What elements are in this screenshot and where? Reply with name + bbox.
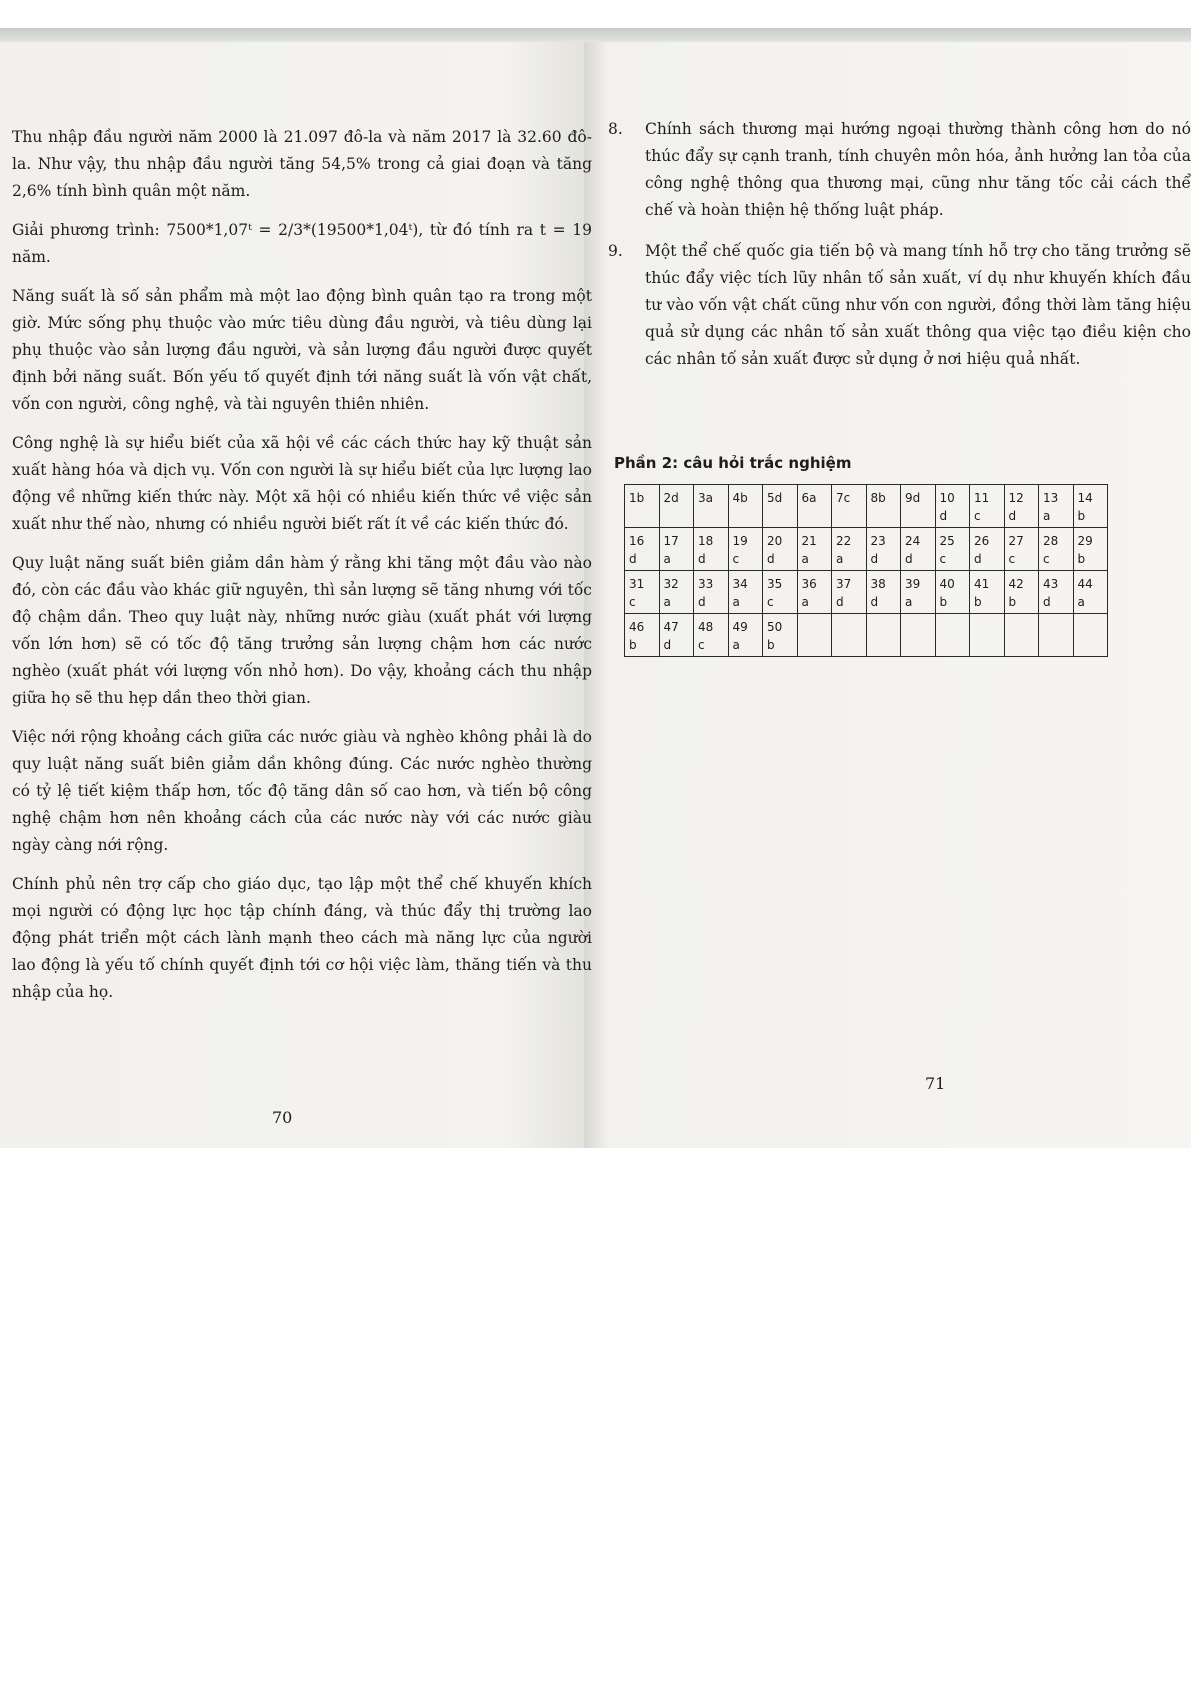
answer-letter: a: [732, 595, 740, 609]
answer-letter: [940, 637, 966, 653]
answer-letter: d: [1008, 509, 1017, 523]
paragraph: Việc nới rộng khoảng cách giữa các nước giàu và nghèo không phải là do quy luật năng suất biên giảm dần không đúng. Các nước nghèo thường có tỷ lệ tiết kiệm thấp hơn, tốc độ tăng dân số cao hơn, và tiến bộ công nghệ chậm hơn nên khoảng cách của các nước này với các nước giàu ngày càng nới rộng.: [12, 728, 592, 854]
answer-cell: [728, 571, 763, 614]
answer-letter: [698, 508, 724, 524]
question-label: 16: [629, 534, 645, 548]
question-label: 19: [732, 534, 748, 548]
section-title: Phần 2: câu hỏi trắc nghiệm: [614, 454, 852, 472]
answer-cell: [694, 528, 729, 571]
question-label: [974, 617, 1000, 637]
question-label: 31: [629, 577, 645, 591]
question-label: [836, 617, 862, 637]
question-label: 37: [836, 577, 852, 591]
answer-letter: [905, 637, 931, 653]
answer-cell: [694, 485, 729, 528]
left-page-text: [12, 124, 592, 1018]
answer-letter: [767, 508, 793, 524]
question-label: 18: [698, 534, 714, 548]
answer-cell: [935, 571, 970, 614]
question-label: [940, 617, 966, 637]
answer-letter: d: [663, 638, 672, 652]
answer-cell: [935, 485, 970, 528]
question-label: 29: [1077, 534, 1093, 548]
answer-letter: [733, 508, 759, 524]
answer-letter: a: [801, 552, 809, 566]
question-label: 33: [698, 577, 714, 591]
item-text: Một thể chế quốc gia tiến bộ và mang tính hỗ trợ cho tăng trưởng sẽ thúc đẩy việc tích lũy nhân tố sản xuất, ví dụ như khuyến khích đầu tư vào vốn vật chất cũng như vốn con người, đồng thời làm tăng hiệu quả sử dụng các nhân tố sản xuất thông qua việc tạo điều kiện cho các nhân tố sản xuất được sử dụng ở nơi hiệu quả nhất.: [645, 242, 1191, 368]
question-label: 23: [870, 534, 886, 548]
answer-cell: [625, 571, 660, 614]
answer-cell: [1039, 614, 1074, 657]
question-label: 17: [663, 534, 679, 548]
answer-letter: [871, 637, 897, 653]
question-label: 26: [974, 534, 990, 548]
question-label: 22: [836, 534, 852, 548]
question-label: 11: [974, 491, 990, 505]
question-label: 13: [1043, 491, 1059, 505]
answer-cell: [1073, 528, 1108, 571]
answer-letter: c: [767, 595, 774, 609]
answer-letter: [629, 508, 655, 524]
answer-letter: a: [801, 595, 809, 609]
answer-cell: [935, 614, 970, 657]
question-label: 39: [905, 577, 921, 591]
answer-letter: a: [905, 595, 913, 609]
question-label: 1b: [629, 491, 645, 505]
answer-letter: c: [1043, 552, 1050, 566]
answer-cell: [625, 528, 660, 571]
answer-letter: a: [663, 595, 671, 609]
question-label: 48: [698, 620, 714, 634]
answer-cell: [901, 485, 936, 528]
answer-letter: d: [905, 552, 913, 566]
book-spread: [0, 28, 1191, 1148]
answer-letter: b: [629, 638, 637, 652]
answer-cell: [1073, 485, 1108, 528]
answer-cell: [970, 571, 1005, 614]
answer-cell: [659, 528, 694, 571]
paragraph: Quy luật năng suất biên giảm dần hàm ý rằng khi tăng một đầu vào nào đó, còn các đầu vào khác giữ nguyên, thì sản lượng sẽ tăng nhưng với tốc độ chậm dần. Theo quy luật này, những nước giàu (xuất phát với lượng vốn lớn hơn) sẽ có tốc độ tăng trưởng sản lượng chậm hơn các nước nghèo (xuất phát với lượng vốn nhỏ hơn). Do vậy, khoảng cách thu nhập giữa họ sẽ thu hẹp dần theo thời gian.: [12, 554, 592, 707]
answer-cell: [866, 485, 901, 528]
answer-cell: [763, 528, 798, 571]
question-label: 41: [974, 577, 990, 591]
answer-table: [624, 484, 1108, 657]
question-label: 42: [1008, 577, 1024, 591]
answer-cell: [901, 528, 936, 571]
question-label: 47: [663, 620, 679, 634]
answer-letter: b: [974, 595, 982, 609]
right-page-number: 71: [925, 1074, 946, 1093]
numbered-item: [608, 238, 1191, 373]
question-label: [802, 617, 828, 637]
question-label: 24: [905, 534, 921, 548]
answer-cell: [1073, 614, 1108, 657]
question-label: 5d: [767, 491, 783, 505]
table-row: [625, 571, 1108, 614]
answer-cell: [970, 528, 1005, 571]
table-row: [625, 528, 1108, 571]
question-label: 21: [801, 534, 817, 548]
question-label: [871, 617, 897, 637]
question-label: 6a: [801, 491, 817, 505]
answer-letter: [836, 637, 862, 653]
answer-letter: [1009, 637, 1035, 653]
question-label: 32: [663, 577, 679, 591]
answer-cell: [763, 485, 798, 528]
answer-letter: d: [870, 595, 879, 609]
answer-letter: b: [939, 595, 948, 609]
question-label: 36: [801, 577, 817, 591]
answer-letter: [1078, 637, 1104, 653]
question-label: 50: [767, 620, 783, 634]
question-label: 2d: [663, 491, 679, 505]
item-text: Chính sách thương mại hướng ngoại thường thành công hơn do nó thúc đẩy sự cạnh tranh, tính chuyên môn hóa, ảnh hưởng lan tỏa của công nghệ thông qua thương mại, cũng như tăng tốc cải cách thể chế và hoàn thiện hệ thống luật pháp.: [645, 120, 1191, 219]
answer-cell: [797, 614, 832, 657]
answer-cell: [797, 528, 832, 571]
question-label: 49: [732, 620, 748, 634]
answer-cell: [659, 571, 694, 614]
question-label: [1043, 617, 1069, 637]
paragraph: Năng suất là số sản phẩm mà một lao động bình quân tạo ra trong một giờ. Mức sống phụ thuộc vào mức tiêu dùng đầu người, và tiêu dùng lại phụ thuộc vào sản lượng đầu người, và sản lượng đầu người được quyết định bởi năng suất. Bốn yếu tố quyết định tới năng suất là vốn vật chất, vốn con người, công nghệ, và tài nguyên thiên nhiên.: [12, 287, 592, 413]
answer-letter: b: [1077, 509, 1086, 523]
paragraph: Thu nhập đầu người năm 2000 là 21.097 đô-la và năm 2017 là 32.60 đô-la. Như vậy, thu nhập đầu người tăng 54,5% trong cả giai đoạn và tăng 2,6% tính bình quân một năm.: [12, 128, 592, 200]
answer-letter: b: [1077, 552, 1086, 566]
answer-letter: d: [836, 595, 844, 609]
item-number: 9.: [608, 242, 623, 260]
answer-cell: [694, 571, 729, 614]
answer-cell: [797, 571, 832, 614]
answer-cell: [728, 614, 763, 657]
answer-letter: d: [767, 552, 775, 566]
answer-letter: d: [629, 552, 637, 566]
answer-cell: [1004, 485, 1039, 528]
question-label: 4b: [732, 491, 748, 505]
answer-letter: b: [767, 638, 775, 652]
answer-letter: a: [1077, 595, 1085, 609]
answer-cell: [832, 614, 867, 657]
answer-cell: [1004, 614, 1039, 657]
answer-cell: [1039, 485, 1074, 528]
answer-letter: c: [698, 638, 705, 652]
answer-letter: [905, 508, 931, 524]
answer-letter: c: [732, 552, 740, 566]
question-label: 34: [732, 577, 748, 591]
answer-letter: a: [836, 552, 844, 566]
answer-cell: [797, 485, 832, 528]
answer-cell: [1073, 571, 1108, 614]
answer-letter: c: [629, 595, 636, 609]
question-label: 10: [939, 491, 955, 505]
answer-cell: [1039, 571, 1074, 614]
question-label: 27: [1008, 534, 1024, 548]
answer-letter: [836, 508, 862, 524]
question-label: 25: [939, 534, 955, 548]
question-label: 14: [1077, 491, 1093, 505]
right-page-text: [608, 116, 1191, 387]
question-label: [1009, 617, 1035, 637]
answer-cell: [625, 614, 660, 657]
question-label: 35: [767, 577, 783, 591]
paragraph: Giải phương trình: 7500*1,07ᵗ = 2/3*(19500*1,04ᵗ), từ đó tính ra t = 19 năm.: [12, 221, 592, 266]
answer-cell: [728, 528, 763, 571]
answer-cell: [1039, 528, 1074, 571]
table-row: [625, 485, 1108, 528]
answer-letter: [871, 508, 897, 524]
question-label: 38: [870, 577, 886, 591]
answer-letter: d: [939, 509, 948, 523]
question-label: 28: [1043, 534, 1059, 548]
question-label: 12: [1008, 491, 1024, 505]
answer-letter: d: [974, 552, 982, 566]
question-label: 3a: [698, 491, 713, 505]
answer-cell: [832, 528, 867, 571]
paragraph: Chính phủ nên trợ cấp cho giáo dục, tạo lập một thể chế khuyến khích mọi người có động lực học tập chính đáng, và thúc đẩy thị trường lao động phát triển một cách lành mạnh theo cách mà năng lực của người lao động là yếu tố chính quyết định tới cơ hội việc làm, thăng tiến và thu nhập của họ.: [12, 875, 592, 1001]
answer-letter: a: [663, 552, 671, 566]
answer-letter: d: [870, 552, 879, 566]
answer-letter: a: [1043, 509, 1051, 523]
answer-cell: [901, 571, 936, 614]
answer-letter: a: [732, 638, 740, 652]
question-label: [1078, 617, 1104, 637]
answer-letter: d: [698, 595, 706, 609]
answer-cell: [866, 571, 901, 614]
item-number: 8.: [608, 120, 623, 138]
answer-letter: b: [1008, 595, 1017, 609]
answer-cell: [694, 614, 729, 657]
question-label: 46: [629, 620, 645, 634]
question-label: 44: [1077, 577, 1093, 591]
question-label: 9d: [905, 491, 921, 505]
answer-cell: [935, 528, 970, 571]
answer-cell: [832, 485, 867, 528]
answer-cell: [659, 614, 694, 657]
answer-cell: [1004, 528, 1039, 571]
question-label: 43: [1043, 577, 1059, 591]
answer-cell: [970, 485, 1005, 528]
answer-cell: [866, 614, 901, 657]
answer-letter: c: [939, 552, 947, 566]
answer-letter: d: [1043, 595, 1051, 609]
answer-letter: [974, 637, 1000, 653]
left-page-number: 70: [272, 1108, 293, 1127]
answer-letter: [802, 637, 828, 653]
answer-cell: [866, 528, 901, 571]
answer-cell: [728, 485, 763, 528]
answer-letter: [1043, 637, 1069, 653]
answer-letter: [664, 508, 690, 524]
answer-cell: [763, 614, 798, 657]
question-label: 20: [767, 534, 783, 548]
answer-cell: [832, 571, 867, 614]
question-label: 7c: [836, 491, 851, 505]
question-label: [905, 617, 931, 637]
answer-letter: c: [1008, 552, 1016, 566]
answer-cell: [901, 614, 936, 657]
answer-cell: [625, 485, 660, 528]
answer-cell: [1004, 571, 1039, 614]
answer-cell: [659, 485, 694, 528]
answer-letter: c: [974, 509, 981, 523]
paragraph: Công nghệ là sự hiểu biết của xã hội về các cách thức hay kỹ thuật sản xuất hàng hóa và dịch vụ. Vốn con người là sự hiểu biết của lực lượng lao động về những kiến thức này. Một xã hội có nhiều kiến thức về việc sản xuất như thế nào, nhưng có nhiều người biết rất ít về các kiến thức đó.: [12, 434, 592, 533]
numbered-item: [608, 116, 1191, 224]
answer-letter: d: [698, 552, 706, 566]
table-row: [625, 614, 1108, 657]
answer-cell: [763, 571, 798, 614]
answer-cell: [970, 614, 1005, 657]
question-label: 8b: [870, 491, 886, 505]
question-label: 40: [939, 577, 955, 591]
answer-letter: [802, 508, 828, 524]
